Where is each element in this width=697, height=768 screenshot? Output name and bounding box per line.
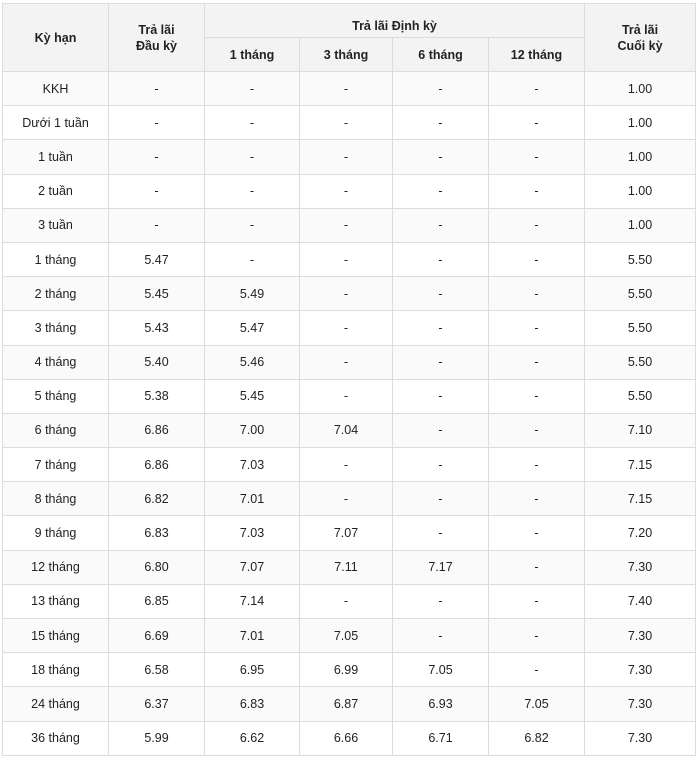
cell-periodic-1m: 5.49 bbox=[205, 277, 300, 311]
header-end bbox=[585, 4, 696, 72]
cell-end: 1.00 bbox=[585, 140, 696, 174]
header-upfront bbox=[109, 4, 205, 72]
table-row bbox=[3, 208, 696, 242]
cell-periodic-12m: 7.05 bbox=[489, 687, 585, 721]
cell-periodic-1m: - bbox=[205, 174, 300, 208]
table-row bbox=[3, 584, 696, 618]
table-row bbox=[3, 277, 696, 311]
cell-term: KKH bbox=[3, 72, 109, 106]
cell-periodic-1m: - bbox=[205, 140, 300, 174]
cell-periodic-6m: - bbox=[393, 106, 489, 140]
header-upfront-line1: Trả lãi bbox=[138, 22, 175, 37]
table-row bbox=[3, 345, 696, 379]
cell-upfront: 5.40 bbox=[109, 345, 205, 379]
cell-periodic-6m: 7.05 bbox=[393, 653, 489, 687]
cell-term: 1 tháng bbox=[3, 242, 109, 276]
cell-periodic-3m: 6.99 bbox=[300, 653, 393, 687]
cell-periodic-3m: - bbox=[300, 106, 393, 140]
cell-periodic-12m: - bbox=[489, 140, 585, 174]
cell-periodic-1m: 7.01 bbox=[205, 482, 300, 516]
cell-periodic-12m: - bbox=[489, 482, 585, 516]
header-periodic-label: Trả lãi Định kỳ bbox=[352, 18, 437, 33]
cell-periodic-1m: - bbox=[205, 242, 300, 276]
cell-term: 9 tháng bbox=[3, 516, 109, 550]
cell-term: 7 tháng bbox=[3, 448, 109, 482]
cell-end: 7.30 bbox=[585, 550, 696, 584]
header-end-line1: Trả lãi bbox=[621, 22, 659, 37]
cell-periodic-12m: - bbox=[489, 516, 585, 550]
cell-periodic-12m: - bbox=[489, 584, 585, 618]
cell-periodic-1m: 7.03 bbox=[205, 448, 300, 482]
cell-upfront: 6.69 bbox=[109, 619, 205, 653]
cell-upfront: - bbox=[109, 208, 205, 242]
cell-end: 5.50 bbox=[585, 379, 696, 413]
header-periodic-12m: 12 tháng bbox=[489, 38, 585, 72]
cell-upfront: - bbox=[109, 174, 205, 208]
cell-periodic-1m: 5.47 bbox=[205, 311, 300, 345]
cell-end: 1.00 bbox=[585, 106, 696, 140]
cell-periodic-6m: - bbox=[393, 379, 489, 413]
cell-periodic-3m: 7.11 bbox=[300, 550, 393, 584]
cell-periodic-3m: - bbox=[300, 584, 393, 618]
table-row bbox=[3, 550, 696, 584]
cell-end: 1.00 bbox=[585, 208, 696, 242]
cell-periodic-3m: 7.04 bbox=[300, 413, 393, 447]
cell-periodic-6m: - bbox=[393, 277, 489, 311]
header-periodic-6m: 6 tháng bbox=[393, 38, 489, 72]
cell-periodic-1m: - bbox=[205, 208, 300, 242]
header-term bbox=[3, 4, 109, 72]
table-row bbox=[3, 653, 696, 687]
table-row bbox=[3, 516, 696, 550]
cell-upfront: 5.45 bbox=[109, 277, 205, 311]
table-row bbox=[3, 413, 696, 447]
cell-upfront: 6.83 bbox=[109, 516, 205, 550]
table-row bbox=[3, 721, 696, 755]
cell-end: 7.15 bbox=[585, 482, 696, 516]
cell-upfront: 6.58 bbox=[109, 653, 205, 687]
cell-upfront: 5.99 bbox=[109, 721, 205, 755]
cell-periodic-1m: 6.83 bbox=[205, 687, 300, 721]
cell-periodic-12m: - bbox=[489, 311, 585, 345]
cell-periodic-12m: - bbox=[489, 448, 585, 482]
cell-upfront: 5.47 bbox=[109, 242, 205, 276]
cell-periodic-6m: 6.93 bbox=[393, 687, 489, 721]
cell-periodic-12m: - bbox=[489, 277, 585, 311]
cell-periodic-6m: - bbox=[393, 72, 489, 106]
table-row bbox=[3, 72, 696, 106]
cell-periodic-12m: - bbox=[489, 174, 585, 208]
cell-periodic-1m: 7.14 bbox=[205, 584, 300, 618]
cell-end: 7.30 bbox=[585, 721, 696, 755]
cell-periodic-6m: 7.17 bbox=[393, 550, 489, 584]
cell-periodic-12m: - bbox=[489, 550, 585, 584]
cell-end: 7.30 bbox=[585, 653, 696, 687]
cell-periodic-1m: 7.03 bbox=[205, 516, 300, 550]
table-row bbox=[3, 482, 696, 516]
cell-end: 5.50 bbox=[585, 311, 696, 345]
cell-term: 8 tháng bbox=[3, 482, 109, 516]
cell-upfront: - bbox=[109, 72, 205, 106]
table-row bbox=[3, 106, 696, 140]
cell-end: 7.40 bbox=[585, 584, 696, 618]
cell-end: 1.00 bbox=[585, 72, 696, 106]
cell-upfront: 5.38 bbox=[109, 379, 205, 413]
cell-upfront: - bbox=[109, 106, 205, 140]
cell-periodic-3m: - bbox=[300, 345, 393, 379]
cell-end: 7.15 bbox=[585, 448, 696, 482]
cell-periodic-6m: - bbox=[393, 174, 489, 208]
cell-periodic-6m: - bbox=[393, 448, 489, 482]
header-periodic-1m: 1 tháng bbox=[205, 38, 300, 72]
cell-periodic-1m: - bbox=[205, 106, 300, 140]
cell-term: 18 tháng bbox=[3, 653, 109, 687]
cell-periodic-1m: 6.62 bbox=[205, 721, 300, 755]
cell-end: 5.50 bbox=[585, 242, 696, 276]
cell-periodic-3m: - bbox=[300, 379, 393, 413]
cell-periodic-6m: - bbox=[393, 584, 489, 618]
cell-periodic-12m: - bbox=[489, 379, 585, 413]
interest-rate-table bbox=[2, 3, 696, 756]
cell-end: 5.50 bbox=[585, 277, 696, 311]
cell-term: 2 tuần bbox=[3, 174, 109, 208]
cell-periodic-6m: - bbox=[393, 482, 489, 516]
cell-periodic-3m: - bbox=[300, 482, 393, 516]
table-body bbox=[3, 72, 696, 756]
cell-periodic-6m: - bbox=[393, 413, 489, 447]
table-header bbox=[3, 4, 696, 72]
table-row bbox=[3, 242, 696, 276]
cell-periodic-6m: 6.71 bbox=[393, 721, 489, 755]
cell-periodic-3m: 7.05 bbox=[300, 619, 393, 653]
cell-periodic-12m: - bbox=[489, 653, 585, 687]
cell-upfront: 6.82 bbox=[109, 482, 205, 516]
cell-upfront: 6.86 bbox=[109, 413, 205, 447]
table-row bbox=[3, 379, 696, 413]
header-periodic-3m: 3 tháng bbox=[300, 38, 393, 72]
cell-term: 13 tháng bbox=[3, 584, 109, 618]
header-upfront-line2: Đầu kỳ bbox=[136, 38, 177, 53]
cell-periodic-12m: - bbox=[489, 72, 585, 106]
cell-end: 7.30 bbox=[585, 687, 696, 721]
cell-periodic-6m: - bbox=[393, 619, 489, 653]
cell-end: 7.10 bbox=[585, 413, 696, 447]
cell-term: 15 tháng bbox=[3, 619, 109, 653]
cell-term: 1 tuần bbox=[3, 140, 109, 174]
cell-periodic-1m: 7.00 bbox=[205, 413, 300, 447]
cell-term: 36 tháng bbox=[3, 721, 109, 755]
cell-periodic-3m: - bbox=[300, 72, 393, 106]
cell-upfront: 6.85 bbox=[109, 584, 205, 618]
cell-periodic-3m: - bbox=[300, 277, 393, 311]
table-row bbox=[3, 174, 696, 208]
cell-term: 3 tuần bbox=[3, 208, 109, 242]
cell-upfront: 5.43 bbox=[109, 311, 205, 345]
cell-periodic-3m: 7.07 bbox=[300, 516, 393, 550]
cell-periodic-1m: 5.46 bbox=[205, 345, 300, 379]
cell-periodic-6m: - bbox=[393, 208, 489, 242]
table-row bbox=[3, 140, 696, 174]
cell-periodic-6m: - bbox=[393, 516, 489, 550]
cell-term: 6 tháng bbox=[3, 413, 109, 447]
header-end-line2: Cuối kỳ bbox=[617, 38, 663, 53]
table-row bbox=[3, 687, 696, 721]
cell-periodic-1m: 5.45 bbox=[205, 379, 300, 413]
cell-periodic-12m: - bbox=[489, 619, 585, 653]
cell-periodic-12m: - bbox=[489, 413, 585, 447]
cell-periodic-1m: - bbox=[205, 72, 300, 106]
table-row bbox=[3, 619, 696, 653]
cell-end: 5.50 bbox=[585, 345, 696, 379]
cell-end: 1.00 bbox=[585, 174, 696, 208]
header-term-label: Kỳ hạn bbox=[34, 30, 77, 45]
cell-periodic-12m: - bbox=[489, 106, 585, 140]
cell-periodic-3m: 6.66 bbox=[300, 721, 393, 755]
cell-periodic-6m: - bbox=[393, 345, 489, 379]
cell-periodic-6m: - bbox=[393, 140, 489, 174]
cell-end: 7.20 bbox=[585, 516, 696, 550]
cell-periodic-3m: - bbox=[300, 140, 393, 174]
cell-term: 5 tháng bbox=[3, 379, 109, 413]
cell-upfront: 6.86 bbox=[109, 448, 205, 482]
cell-term: Dưới 1 tuần bbox=[3, 106, 109, 140]
table-row bbox=[3, 448, 696, 482]
cell-upfront: 6.37 bbox=[109, 687, 205, 721]
cell-term: 2 tháng bbox=[3, 277, 109, 311]
cell-end: 7.30 bbox=[585, 619, 696, 653]
cell-periodic-12m: 6.82 bbox=[489, 721, 585, 755]
header-periodic bbox=[205, 4, 585, 38]
cell-periodic-12m: - bbox=[489, 208, 585, 242]
cell-periodic-3m: 6.87 bbox=[300, 687, 393, 721]
cell-periodic-1m: 7.07 bbox=[205, 550, 300, 584]
cell-term: 12 tháng bbox=[3, 550, 109, 584]
cell-term: 24 tháng bbox=[3, 687, 109, 721]
cell-term: 4 tháng bbox=[3, 345, 109, 379]
cell-periodic-3m: - bbox=[300, 311, 393, 345]
cell-periodic-12m: - bbox=[489, 242, 585, 276]
cell-periodic-1m: 7.01 bbox=[205, 619, 300, 653]
cell-periodic-3m: - bbox=[300, 174, 393, 208]
table-row bbox=[3, 311, 696, 345]
cell-periodic-3m: - bbox=[300, 448, 393, 482]
cell-periodic-1m: 6.95 bbox=[205, 653, 300, 687]
cell-periodic-3m: - bbox=[300, 208, 393, 242]
cell-periodic-3m: - bbox=[300, 242, 393, 276]
cell-periodic-6m: - bbox=[393, 242, 489, 276]
cell-term: 3 tháng bbox=[3, 311, 109, 345]
cell-upfront: 6.80 bbox=[109, 550, 205, 584]
cell-upfront: - bbox=[109, 140, 205, 174]
cell-periodic-12m: - bbox=[489, 345, 585, 379]
cell-periodic-6m: - bbox=[393, 311, 489, 345]
